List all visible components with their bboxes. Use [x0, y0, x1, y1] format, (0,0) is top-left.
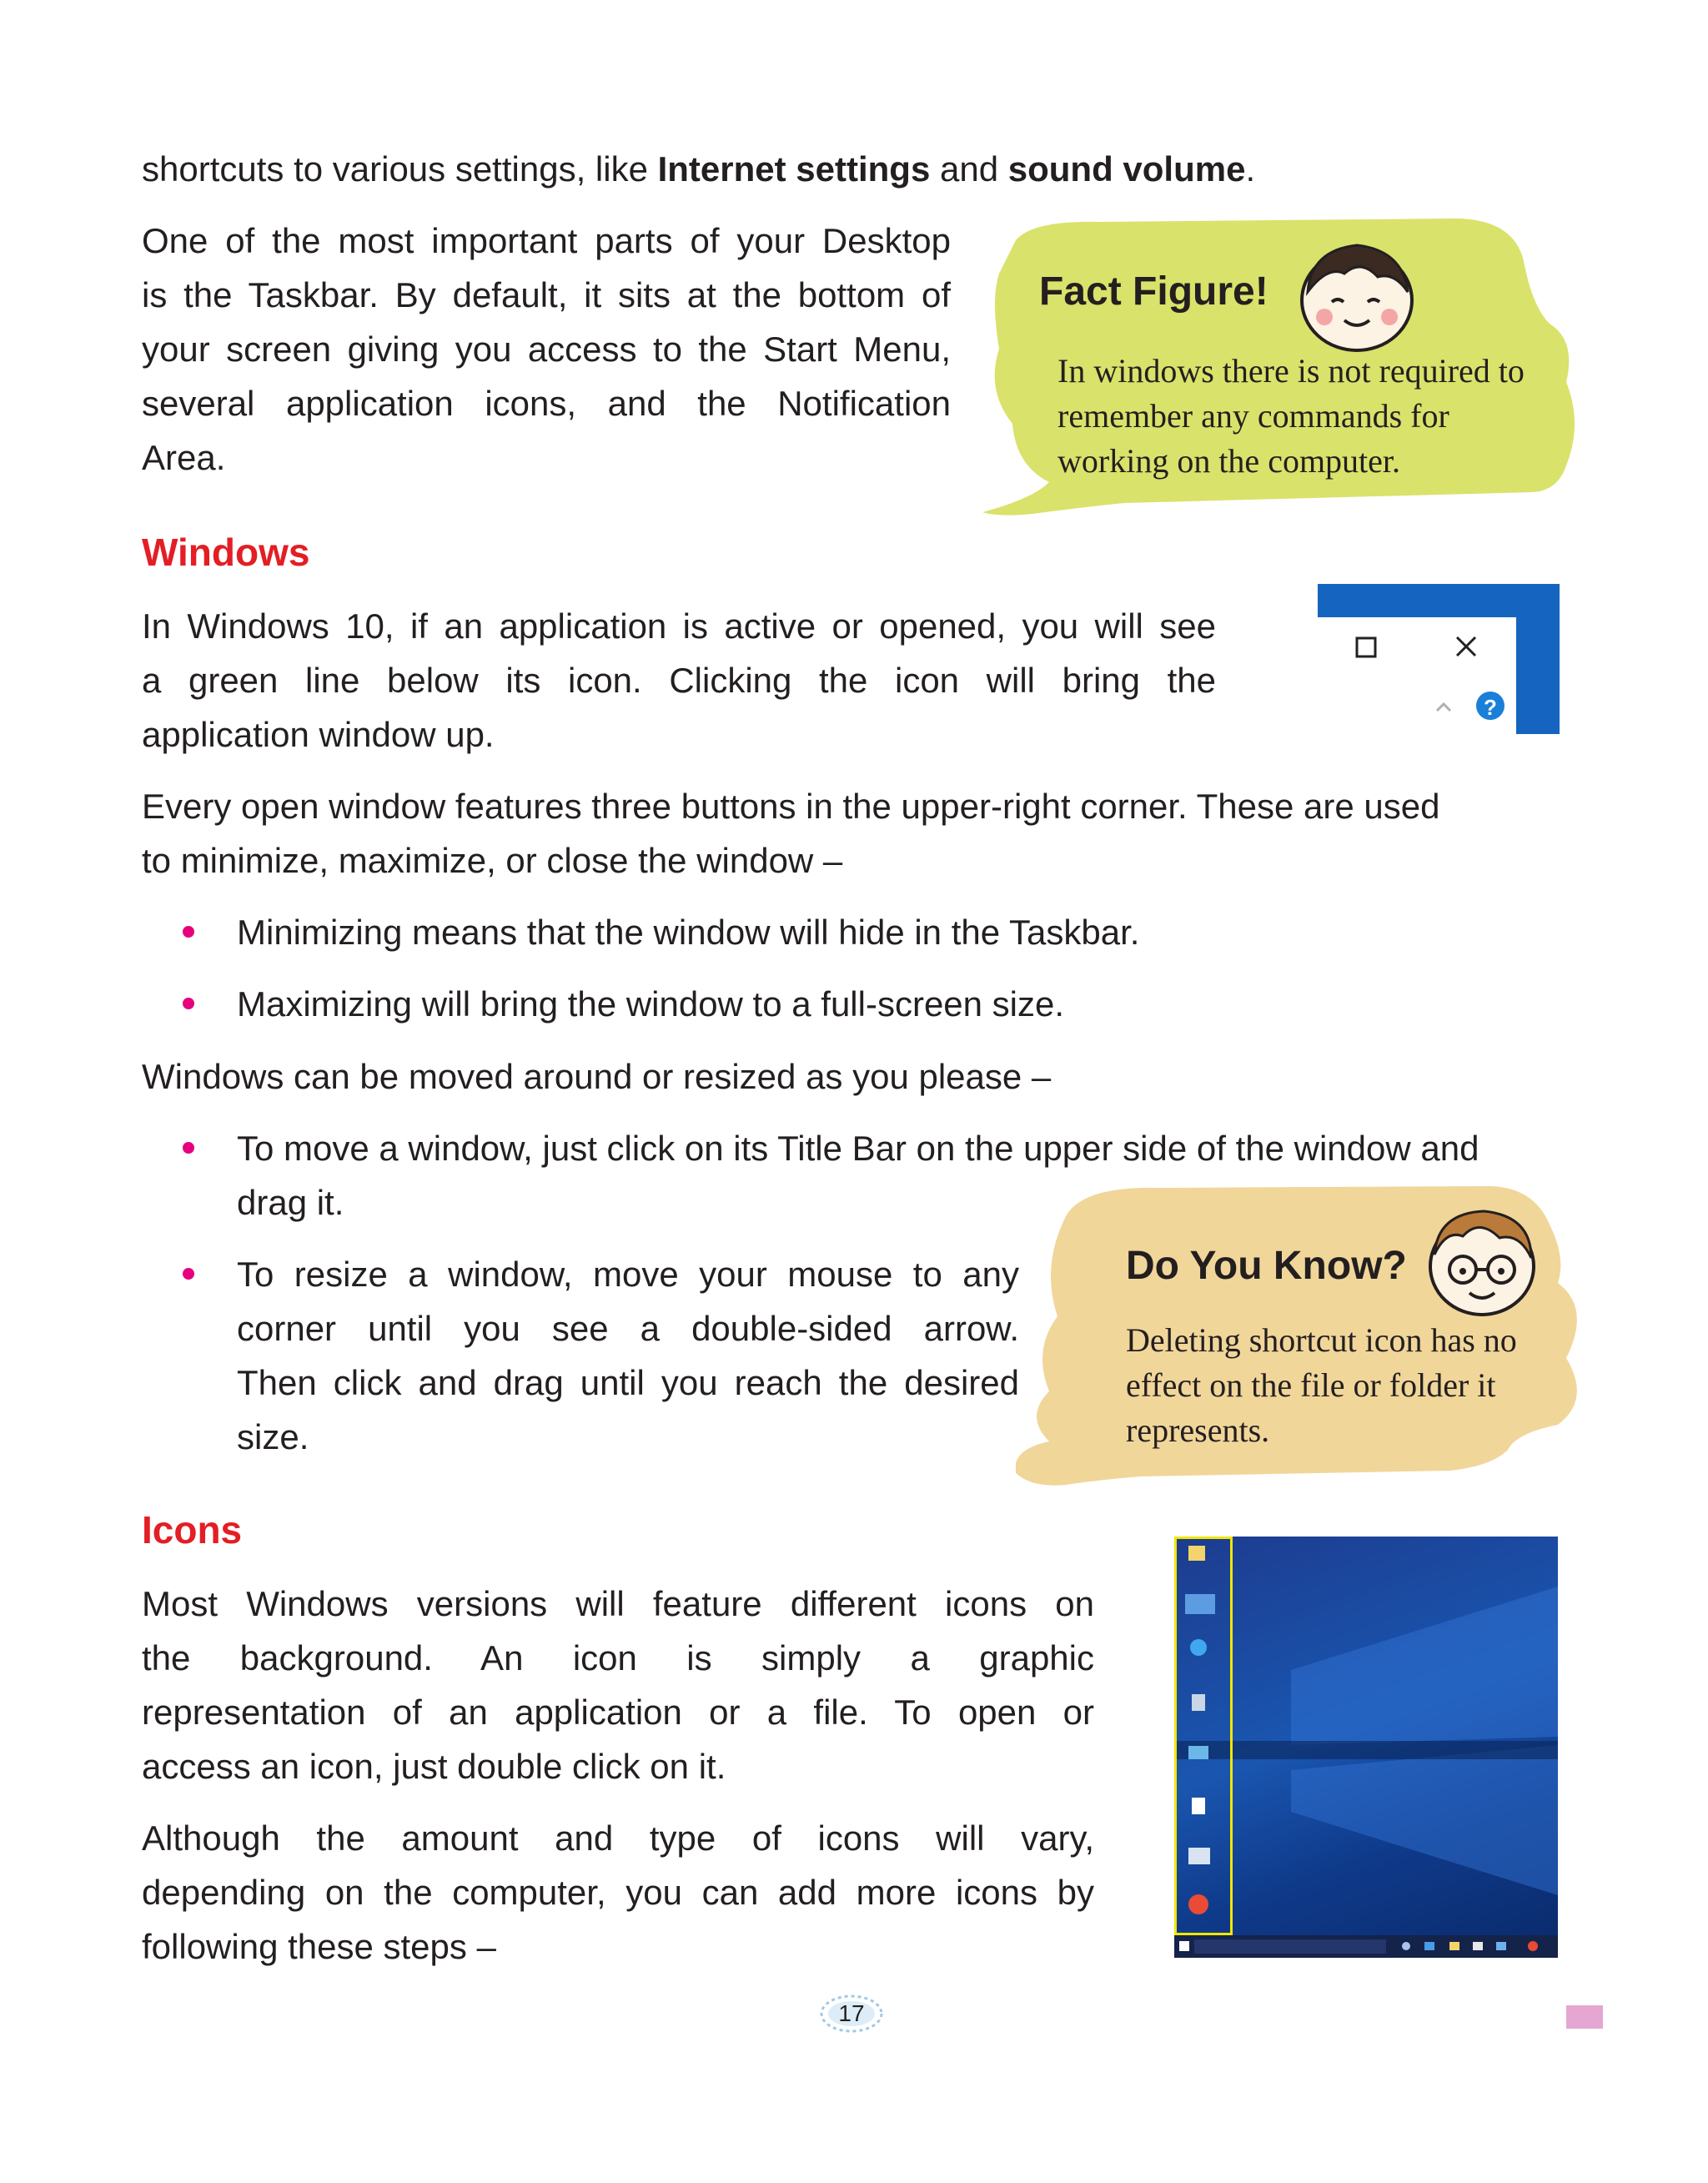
corner-color-tab: [1566, 2005, 1603, 2029]
search-box: [1194, 1939, 1386, 1954]
task-view-icon: [1402, 1942, 1410, 1950]
move-line-2: drag it.: [237, 1183, 344, 1222]
windows-paragraph-3: Windows can be moved around or resized as you please –: [142, 1057, 1052, 1096]
icons-p1-line-3: representation of an application or a file. To open or: [142, 1693, 1094, 1732]
icons-p1-line-1: Most Windows versions will feature different icons on: [142, 1584, 1094, 1623]
internet-settings-term: Internet settings: [657, 149, 931, 189]
icons-heading: Icons: [142, 1508, 243, 1552]
svg-text:?: ?: [1484, 695, 1497, 720]
chevron-up-icon: [1437, 704, 1450, 711]
bullet-icon: [183, 926, 194, 938]
taskbar-line-5: Area.: [142, 438, 226, 477]
windows-p2-line-2: to minimize, maximize, or close the window –: [142, 841, 843, 880]
icons-p2-line-1: Although the amount and type of icons will vary,: [142, 1818, 1094, 1858]
edge-icon: [1424, 1942, 1434, 1950]
windows-p2-line-1: Every open window features three buttons in the upper-right corner. These are used: [142, 787, 1440, 826]
bullet-icon: [183, 1268, 194, 1280]
chrome-icon: [1188, 1894, 1208, 1914]
taskbar-line-3: your screen giving you access to the Start Menu,: [142, 329, 951, 369]
help-question-icon: [1476, 692, 1505, 720]
recycle-bin-icon: [1192, 1694, 1205, 1711]
resize-line-2: corner until you see a double-sided arrow.: [237, 1309, 1019, 1348]
mail-icon: [1496, 1942, 1506, 1950]
taskbar: [1174, 1935, 1558, 1958]
explorer-icon: [1449, 1942, 1459, 1950]
fact-figure-text: In windows there is not required to remember any commands for working on the computer.: [1057, 352, 1525, 480]
maximize-icon: [1357, 638, 1375, 656]
bullet-icon: [183, 998, 194, 1009]
desktop-icon-column: [1174, 1537, 1233, 1935]
window-controls: [1318, 584, 1560, 734]
close-icon: [1457, 637, 1475, 656]
fact-figure-box: [982, 215, 1576, 516]
taskbar-line-2: is the Taskbar. By default, it sits at the bottom of: [142, 275, 951, 314]
bullet-icon: [183, 1142, 194, 1154]
icons-p2-line-2: depending on the computer, you can add more icons by: [142, 1873, 1094, 1912]
store-icon: [1473, 1942, 1483, 1950]
window-buttons-screenshot: [1318, 584, 1560, 734]
do-you-know-text: Deleting shortcut icon has no effect on the file or folder it represents.: [1126, 1321, 1517, 1449]
girl-face-icon: [1294, 234, 1419, 359]
do-you-know-title: Do You Know?: [1126, 1244, 1407, 1288]
control-panel-icon: [1188, 1746, 1208, 1759]
user-folder-icon: [1188, 1546, 1205, 1561]
sound-volume-term: sound volume: [1007, 149, 1246, 189]
network-icon: [1190, 1639, 1207, 1656]
taskbar-line-4: several application icons, and the Notification: [142, 384, 951, 423]
do-you-know-box: [1016, 1183, 1583, 1491]
windows-p1-line-1: In Windows 10, if an application is active or opened, you will see: [142, 606, 1216, 646]
document-icon: [1192, 1798, 1205, 1814]
resize-line-1: To resize a window, move your mouse to any: [237, 1255, 1019, 1294]
start-windows-icon: [1179, 1941, 1189, 1951]
windows-p1-line-3: application window up.: [142, 715, 495, 754]
list-item-maximize: Maximizing will bring the window to a full-screen size.: [237, 984, 1065, 1024]
move-line-1: To move a window, just click on its Title Bar on the upper side of the window and: [237, 1129, 1479, 1168]
icons-p1-line-4: access an icon, just double click on it.: [142, 1747, 726, 1786]
icons-p1-line-2: the background. An icon is simply a graphic: [142, 1638, 1094, 1677]
fact-figure-title: Fact Figure!: [1039, 269, 1268, 314]
page-number-badge: [819, 1994, 884, 2034]
icons-p2-line-3: following these steps –: [142, 1927, 496, 1966]
boy-with-glasses-icon: [1419, 1200, 1545, 1325]
desktop-screenshot: [1174, 1537, 1558, 1958]
page-number: 17: [838, 2000, 865, 2026]
windows-heading: Windows: [142, 531, 310, 574]
software-icon: [1188, 1848, 1210, 1864]
windows-p1-line-2: a green line below its icon. Clicking the icon will bring the: [142, 661, 1216, 700]
intro-line: shortcuts to various settings, like Internet settings and sound volume.: [142, 149, 1256, 189]
chrome-taskbar-icon: [1528, 1941, 1538, 1951]
this-pc-icon: [1185, 1594, 1215, 1614]
resize-line-4: size.: [237, 1417, 309, 1456]
resize-line-3: Then click and drag until you reach the desired: [237, 1363, 1019, 1402]
taskbar-line-1: One of the most important parts of your Desktop: [142, 221, 951, 260]
list-item-minimize: Minimizing means that the window will hide in the Taskbar.: [237, 913, 1140, 952]
